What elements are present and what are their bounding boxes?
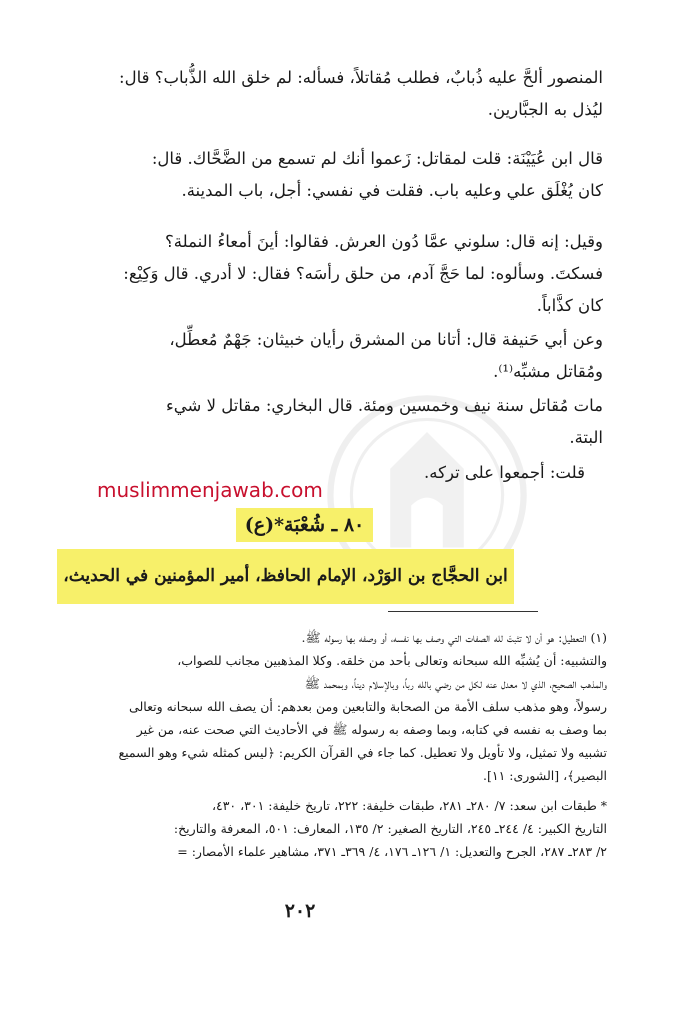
footnote-line: * طبقات ابن سعد: ٧/ ٢٨٠ـ ٢٨١، طبقات خليفة: ٢٢٢، تاريخ خليفة: ٣٠١، ٤٣٠،: [211, 798, 607, 813]
paragraph-line: ومُقاتل مشبِّه⁽¹⁾.: [493, 362, 603, 381]
watermark-url: muslimmenjawab.com: [97, 478, 323, 502]
section-heading: ٨٠ ـ شُعْبَة*(ع): [244, 514, 365, 536]
paragraph-line: مات مُقاتل سنة نيف وخمسين ومئة. قال البخاري: مقاتل لا شيء: [166, 396, 603, 415]
paragraph-death: [103, 390, 603, 454]
paragraph-abu-hanifa: [103, 324, 603, 388]
paragraph-line: كان يُغْلَق علي وعليه باب. فقلت في نفسي: أجل، باب المدينة.: [181, 181, 603, 200]
paragraph-line: كان كذَّاباً.: [536, 296, 603, 315]
footnote-line: (١) التعطيل: هو أن لا تثبتَ لله الصفات التي وصف بها نفسه، أو وصفه بها رسوله ﷺ.: [301, 630, 607, 645]
footnote-line: بما وصف به نفسه في كتابه، وبما وصفه به رسوله ﷺ في الأحاديث التي صحت عنه، من غير: [136, 722, 607, 737]
paragraph-line: قال ابن عُيَيْنَة: قلت لمقاتل: زَعموا أنك لم تسمع من الضَّحَّاك. قال:: [151, 149, 603, 168]
page-number: ٢٠٢: [284, 900, 316, 922]
footnote-sources: [83, 794, 607, 863]
paragraph-line: البتة.: [569, 428, 603, 447]
paragraph-line: وعن أبي حَنيفة قال: أتانا من المشرق رأيان خبيثان: جَهْمٌ مُعطِّل،: [169, 330, 603, 349]
paragraph-line: وقيل: إنه قال: سلوني عمَّا دُون العرش. فقالوا: أينَ أمعاءُ النملة؟: [165, 232, 603, 251]
paragraph-line: قلت: أجمعوا على تركه.: [424, 463, 585, 482]
footnote-line: تشبيه ولا تمثيل، ولا تأويل ولا تعطيل. كما جاء في القرآن الكريم: ﴿ليس كمثله شيء وهو السميع: [118, 745, 607, 760]
paragraph-ibn-uyayna: [103, 143, 603, 207]
footnote-line: التاريخ الكبير: ٤/ ٢٤٤ـ ٢٤٥، التاريخ الصغير: ٢/ ١٣٥، المعارف: ٥٠١، المعرفة والتاريخ:: [173, 821, 607, 836]
footnote-line: رسولاً، وهو مذهب سلف الأمة من الصحابة والتابعين ومن بعدهم: أن يصف الله سبحانه وتعالى: [129, 699, 607, 714]
footnote-line: والمذهب الصحيح، الذي لا معدل عنه لكل من رضي بالله رباً، وبالإسلام ديناً، وبمحمد ﷺ: [304, 676, 607, 691]
paragraph-flies: [103, 62, 603, 126]
footnote-ta-til: [83, 626, 607, 787]
paragraph-line: المنصور ألحَّ عليه ذُبابٌ، فطلب مُقاتلاً، فسأله: لم خلق الله الذُّباب؟ قال:: [119, 68, 603, 87]
paragraph-ask-me: [103, 226, 603, 322]
paragraph-line: فسكتَ. وسألوه: لما حَجَّ آدم، من حلق رأسَه؟ فقال: لا أدري. قال وَكِيْع:: [123, 264, 603, 283]
section-subtitle: ابن الحجَّاج بن الوَرْد، الإمام الحافظ، أمير المؤمنين في الحديث،: [63, 566, 508, 586]
paragraph-line: ليُذل به الجبَّارين.: [487, 100, 603, 119]
footnote-line: والتشبيه: أن يُشبِّه الله سبحانه وتعالى بأحد من خلقه. وكلا المذهبين مجانب للصواب،: [177, 653, 607, 668]
footnote-line: ٢/ ٢٨٣ـ ٢٨٧، الجرح والتعديل: ١/ ١٢٦ـ ١٧٦، ٤/ ٣٦٩ـ ٣٧١، مشاهير علماء الأمصار: =: [177, 844, 607, 859]
footnote-divider: [388, 611, 538, 612]
footnote-line: البصير﴾، [الشورى: ١١].: [483, 768, 607, 783]
